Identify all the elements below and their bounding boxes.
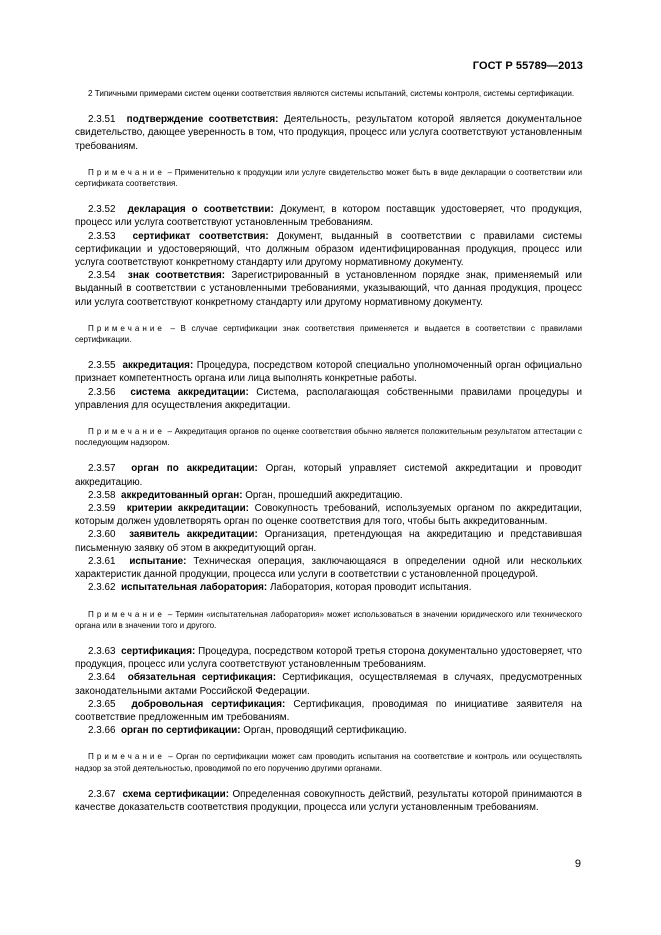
note: Примечание – Применительно к продукции или услуге свидетельство может быть в виде декларации о соответствии или сертификата соответствия.	[75, 167, 582, 189]
document-header: ГОСТ Р 55789—2013	[472, 60, 583, 72]
definition-item: 2.3.67 схема сертификации: Определенная совокупность действий, результаты которой принимаются в качестве доказательств соответствия продукции, процесса или услуги установленным требованиям.	[75, 788, 582, 813]
note: Примечание – Орган по сертификации может сам проводить испытания на соответствие и контроль или осуществлять надзор за этой деятельностью, проводимой по его поручению другими органами.	[75, 752, 582, 773]
definition-item: 2.3.64 обязательная сертификация: Сертификация, осуществляемая в случаях, предусмотренных законодательными актами Российской Федерации.	[75, 672, 582, 697]
note: Примечание – Аккредитация органов по оценке соответствия обычно является положительным результатом аттестации с последующим надзором.	[75, 427, 582, 448]
definition-item: 2.3.55 аккредитация: Процедура, посредством которой специально уполномоченный орган официально признает компетентность органа или лица выполнять конкретные работы.	[75, 360, 582, 385]
definition-item: 2.3.57 орган по аккредитации: Орган, который управляет системой аккредитации и проводит аккредитацию.	[75, 463, 583, 488]
definition-item: 2.3.52 декларация о соответствии: Документ, в котором поставщик удостоверяет, что продукция, процесс или услуга соответствуют установленным требованиям.	[75, 204, 582, 229]
definition-item: 2.3.58 аккредитованный орган: Орган, прошедший аккредитацию.	[88, 489, 403, 501]
definition-item: 2.3.66 орган по сертификации: Орган, проводящий сертификацию.	[88, 725, 407, 737]
page-number: 9	[574, 858, 581, 870]
definition-item: 2.3.65 добровольная сертификация: Сертификация, проводимая по инициативе заявителя на соответствие предложенным им требованиям.	[75, 698, 582, 723]
definition-item: 2.3.54 знак соответствия: Зарегистрированный в установленном порядке знак, применяемый или выданный в соответствии с установленными требованиями, указывающий, что данная продукция, процесс или услуга соответствуют конкретному стандарту или другому нормативному документу.	[75, 270, 582, 308]
definition-item: 2.3.61 испытание: Техническая операция, заключающаяся в определении одной или нескольких характеристик данной продукции, процесса или услуги в соответствии с установленной процедурой.	[75, 555, 582, 581]
note: Примечание – Термин «испытательная лаборатория» может использоваться в значении юридического или технического органа или в значении того и другого.	[75, 609, 583, 630]
page-content	[75, 88, 582, 814]
definition-item: 2.3.56 система аккредитации: Система, располагающая собственными правилами процедуры и управления для осуществления аккредитации.	[75, 386, 582, 411]
note: Примечание – В случае сертификации знак соответствия применяется и выдается в соответствии с правилами сертификации.	[75, 323, 582, 345]
definition-item: 2.3.53 сертификат соответствия: Документ, выданный в соответствии с правилами системы сертификации и удостоверяющий, что должным образом идентифицированная продукция, процесс или услуга соответствуют конкретному стандарту или другому нормативному документу.	[75, 230, 582, 269]
definition-item: 2.3.60 заявитель аккредитации: Организация, претендующая на аккредитацию и представившая письменную заявку об этом в аккредитующий орган.	[75, 529, 582, 554]
intro-note: 2 Типичными примерами систем оценки соответствия являются системы испытаний, системы контроля, системы сертификации.	[88, 89, 575, 98]
definition-item: 2.3.63 сертификация: Процедура, посредством которой третья сторона документально удостоверяет, что продукция, процесс или услуга соответствуют установленным требованиям.	[75, 645, 583, 671]
definition-item: 2.3.59 критерии аккредитации: Совокупность требований, используемых органом по аккредитации, которым должен удовлетворять орган по оценке соответствия для того, чтобы быть аккредитованным.	[75, 503, 583, 528]
definition-item: 2.3.62 испытательная лаборатория: Лаборатория, которая проводит испытания.	[88, 582, 472, 594]
definition-item: 2.3.51 подтверждение соответствия: Деятельность, результатом которой является документальное свидетельство, дающее уверенность в том, что продукция, процесс или услуга соответствуют установленным требованиям.	[75, 114, 582, 152]
